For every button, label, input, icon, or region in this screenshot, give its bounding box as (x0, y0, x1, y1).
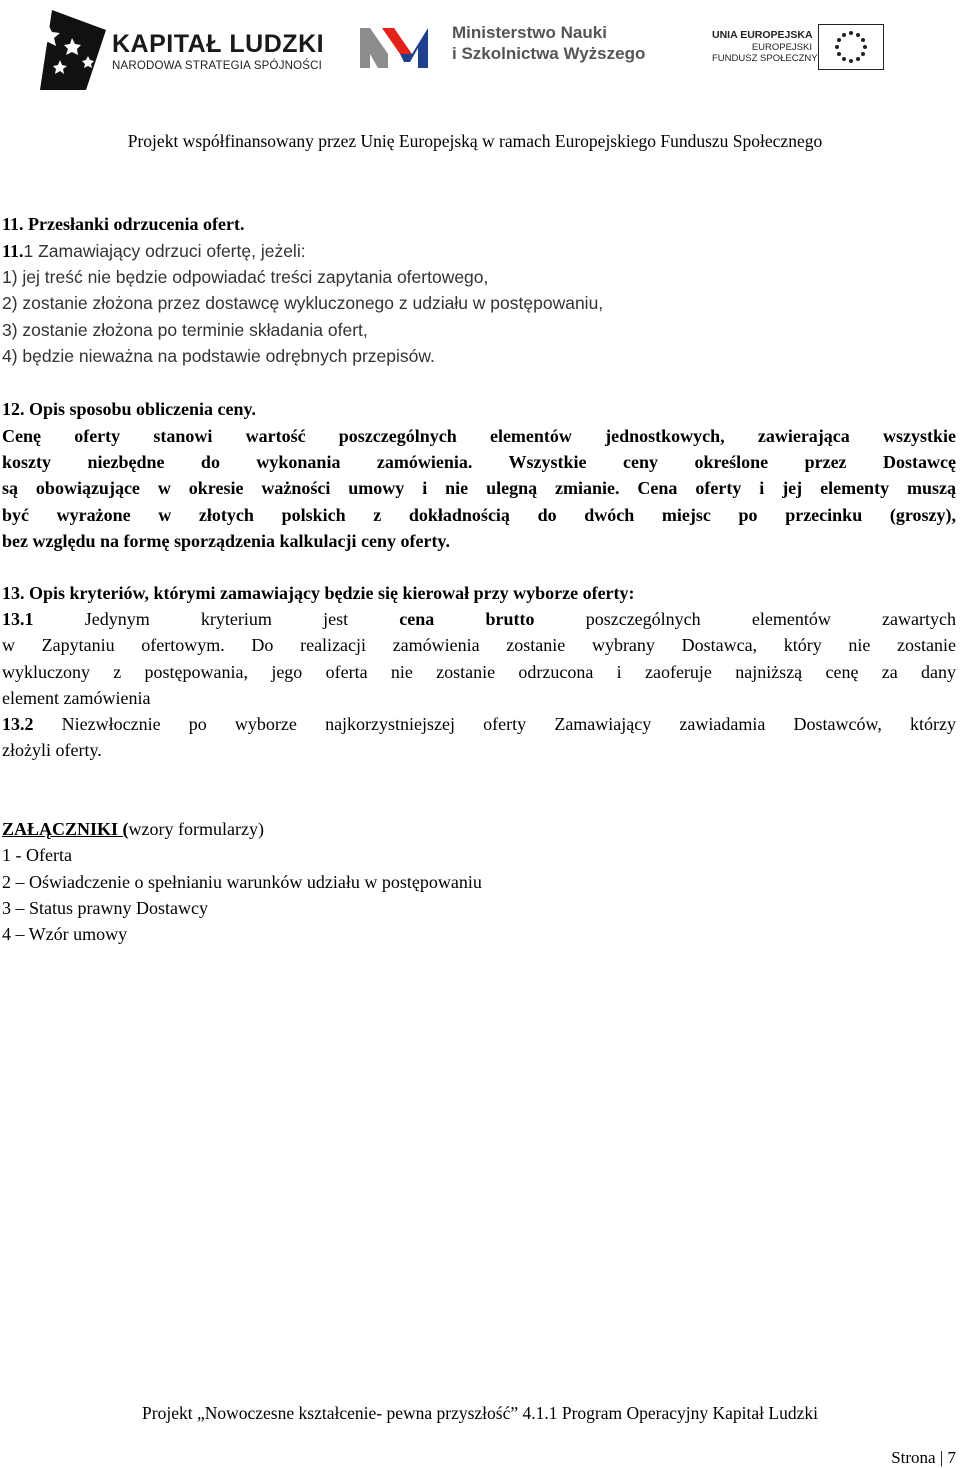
section-13-1-line: wykluczony z postępowania, jego oferta nie zostanie odrzucona i zaoferuje najniższą cenę za dany (2, 662, 956, 682)
section-11-item: 4) będzie nieważna na podstawie odrębnych przepisów. (2, 346, 435, 366)
section-13-1-text-a: Jedynym kryterium jest (33, 609, 400, 629)
section-13-1-line: element zamówienia (2, 688, 151, 708)
attachment-item: 4 – Wzór umowy (2, 924, 128, 944)
section-11-item: 1) jej treść nie będzie odpowiadać treści zapytania ofertowego, (2, 267, 489, 287)
section-12-paragraph-line: być wyrażone w złotych polskich z dokładnością do dwóch miejsc po przecinku (groszy), (2, 505, 956, 525)
section-13-1-number: 13.1 (2, 609, 34, 629)
section-12-paragraph-line: bez względu na formę sporządzenia kalkulacji ceny oferty. (2, 531, 450, 551)
ministry-emblem-icon (360, 24, 440, 68)
section-11-intro-text: 1 Zamawiający odrzuci ofertę, jeżeli: (23, 241, 306, 261)
section-11-item: 3) zostanie złożona po terminie składania ofert, (2, 320, 368, 340)
section-13-1-price-criterion: cena brutto (399, 609, 535, 629)
ministry-name-line2: i Szkolnictwa Wyższego (452, 44, 646, 63)
ministry-logo (360, 24, 440, 68)
attachment-item: 3 – Status prawny Dostawcy (2, 898, 208, 918)
kapital-ludzki-emblem-icon (38, 6, 108, 92)
ue-label-line3: FUNDUSZ SPOŁECZNY (712, 53, 818, 64)
section-13-1-text-b: poszczególnych elementów zawartych (534, 609, 956, 629)
project-cofinancing-note: Projekt współfinansowany przez Unię Europejską w ramach Europejskiego Funduszu Społecznego (127, 131, 823, 151)
section-13-2-first-line (2, 711, 956, 737)
section-13-2-text: Niezwłocznie po wyborze najkorzystniejszej oferty Zamawiający zawiadamia Dostawców, którzy (33, 714, 956, 734)
attachment-item: 2 – Oświadczenie o spełnianiu warunków udziału w postępowaniu (2, 872, 482, 892)
section-12-heading: 12. Opis sposobu obliczenia ceny. (2, 399, 257, 419)
kl-subtitle: NARODOWA STRATEGIA SPÓJNOŚCI (112, 60, 323, 72)
attachments-heading-bold: ZAŁĄCZNIKI ( (2, 819, 129, 839)
section-12-paragraph-line: koszty niezbędne do wykonania zamówienia. Wszystkie ceny określone przez Dostawcę (2, 452, 956, 472)
section-13-2-line: złożyli oferty. (2, 740, 102, 760)
ue-label-line2: EUROPEJSKI (751, 42, 812, 53)
section-11-item: 2) zostanie złożona przez dostawcę wykluczonego z udziału w postępowaniu, (2, 293, 604, 313)
kl-title: KAPITAŁ LUDZKI (112, 30, 325, 58)
footer-project-name: Projekt „Nowoczesne kształcenie- pewna przyszłość” 4.1.1 Program Operacyjny Kapitał Ludzki (142, 1403, 818, 1423)
page-number: Strona | 7 (891, 1448, 956, 1467)
section-11-heading: 11. Przesłanki odrzucenia ofert. (2, 214, 245, 234)
section-13-1-line: w Zapytaniu ofertowym. Do realizacji zamówienia zostanie wybrany Dostawca, który nie zostanie (2, 635, 956, 655)
section-12-paragraph-line: Cenę oferty stanowi wartość poszczególnych elementów jednostkowych, zawierająca wszystkie (2, 426, 956, 446)
eu-flag-icon (818, 24, 884, 70)
section-12-paragraph-line: są obowiązujące w okresie ważności umowy i nie ulegną zmianie. Cena oferty i jej elementy muszą (2, 478, 956, 498)
attachment-item: 1 - Oferta (2, 845, 72, 865)
section-11-intro (2, 238, 306, 264)
ministry-name-line1: Ministerstwo Nauki (452, 23, 607, 42)
attachments-heading-rest: wzory formularzy) (128, 819, 264, 839)
section-11-intro-number: 11. (2, 241, 24, 261)
attachments-heading (2, 816, 264, 842)
ue-label-line1: UNIA EUROPEJSKA (712, 29, 813, 41)
section-13-2-number: 13.2 (2, 714, 34, 734)
section-13-heading: 13. Opis kryteriów, którymi zamawiający będzie się kierował przy wyborze oferty: (2, 583, 635, 603)
section-13-1-first-line (2, 606, 956, 632)
